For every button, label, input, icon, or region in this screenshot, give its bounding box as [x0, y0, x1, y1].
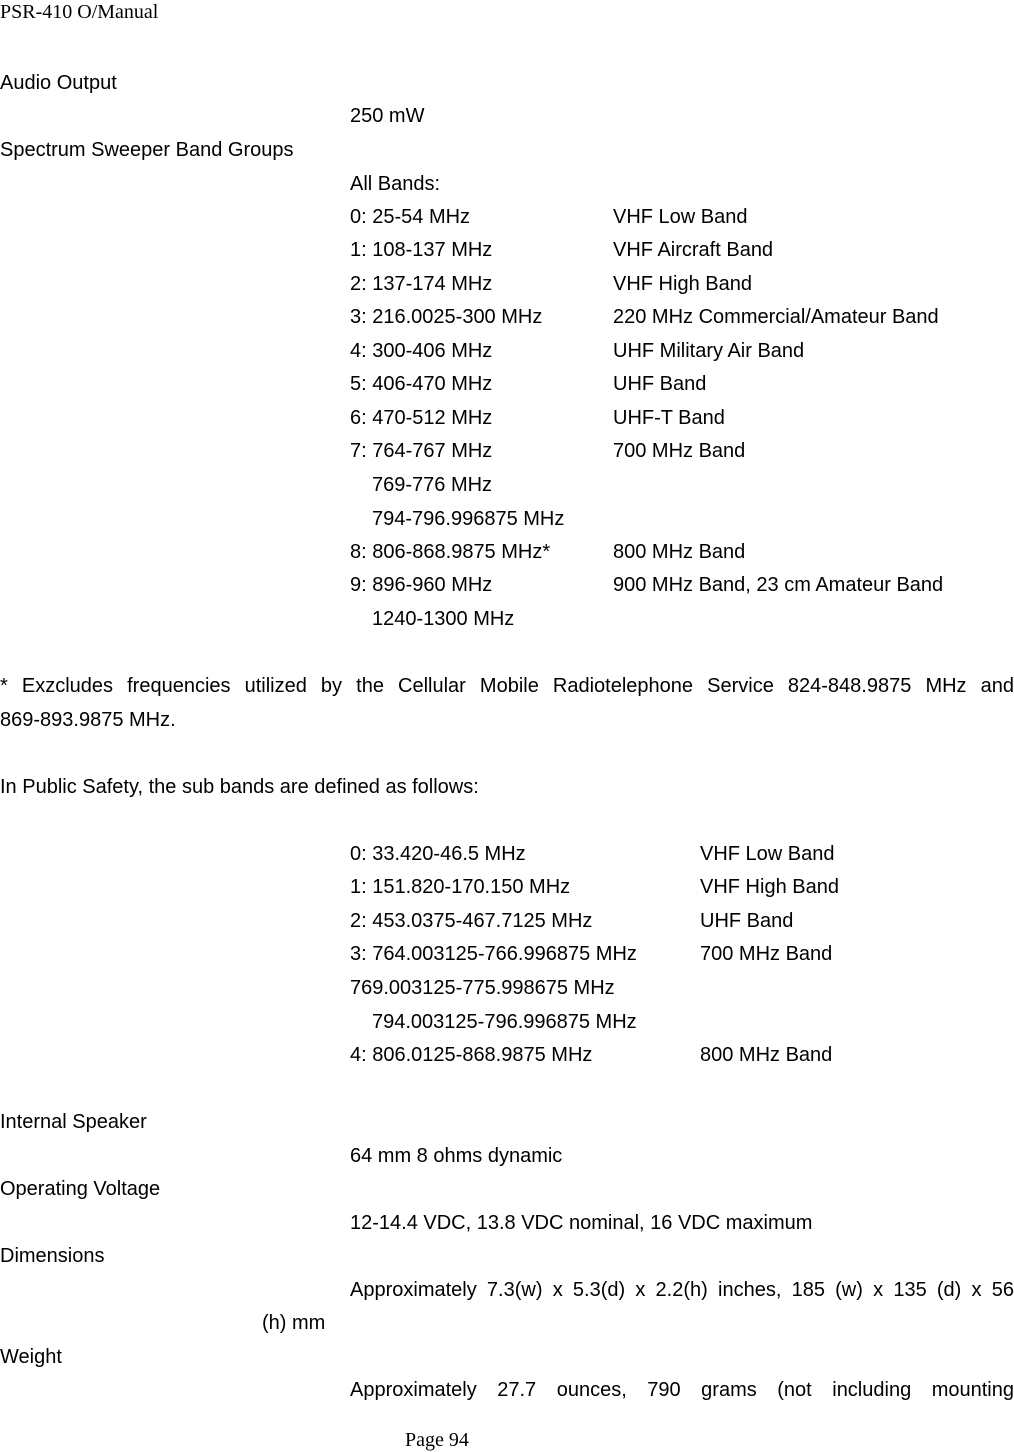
audio-output-value: 250 mW — [350, 105, 425, 127]
weight-label: Weight — [0, 1346, 62, 1368]
sweeper-range-continued: 769-776 MHz — [372, 474, 493, 496]
sweeper-range: 9: 896-960 MHz — [350, 574, 493, 596]
ps-range: 0: 33.420-46.5 MHz — [350, 843, 526, 865]
ps-range: 4: 806.0125-868.9875 MHz — [350, 1044, 593, 1066]
sweeper-band-name: 800 MHz Band — [613, 541, 746, 563]
sweeper-band-name: 900 MHz Band, 23 cm Amateur Band — [613, 574, 944, 596]
sweeper-band-name: VHF High Band — [613, 273, 752, 295]
sweeper-band-name: VHF Low Band — [613, 206, 748, 228]
audio-output-label: Audio Output — [0, 72, 117, 94]
dimensions-label: Dimensions — [0, 1245, 105, 1267]
ps-band-name: 700 MHz Band — [700, 943, 833, 965]
sweeper-range-continued: 1240-1300 MHz — [372, 608, 515, 630]
sweeper-range: 0: 25-54 MHz — [350, 206, 471, 228]
sweeper-band-name: VHF Aircraft Band — [613, 239, 774, 261]
sweeper-all-bands: All Bands: — [350, 173, 441, 195]
operating-voltage-value: 12-14.4 VDC, 13.8 VDC nominal, 16 VDC maximum — [350, 1212, 813, 1234]
footnote-line-2: 869-893.9875 MHz. — [0, 709, 176, 731]
operating-voltage-label: Operating Voltage — [0, 1178, 161, 1200]
dimensions-value-line-1: Approximately 7.3(w) x 5.3(d) x 2.2(h) inches, 185 (w) x 135 (d) x 56 — [350, 1279, 1014, 1301]
weight-value-line-1: Approximately 27.7 ounces, 790 grams (not including mounting — [350, 1379, 1014, 1401]
sweeper-range: 4: 300-406 MHz — [350, 340, 493, 362]
sweeper-range: 6: 470-512 MHz — [350, 407, 493, 429]
ps-range-continued: 794.003125-796.996875 MHz — [372, 1011, 637, 1033]
sweeper-band-name: UHF Military Air Band — [613, 340, 805, 362]
sweeper-range: 1: 108-137 MHz — [350, 239, 493, 261]
sweeper-range: 2: 137-174 MHz — [350, 273, 493, 295]
internal-speaker-label: Internal Speaker — [0, 1111, 147, 1133]
dimensions-value-line-2: (h) mm — [262, 1312, 326, 1334]
sweeper-band-name: UHF-T Band — [613, 407, 725, 429]
sweeper-range: 8: 806-868.9875 MHz* — [350, 541, 551, 563]
ps-band-name: VHF High Band — [700, 876, 839, 898]
page-header-title: PSR-410 O/Manual — [0, 1, 159, 23]
ps-range: 1: 151.820-170.150 MHz — [350, 876, 571, 898]
page-number: Page 94 — [405, 1429, 469, 1451]
sweeper-range: 7: 764-767 MHz — [350, 440, 493, 462]
sweeper-range: 3: 216.0025-300 MHz — [350, 306, 543, 328]
sweeper-range-continued: 794-796.996875 MHz — [372, 508, 565, 530]
sweeper-label: Spectrum Sweeper Band Groups — [0, 139, 294, 161]
ps-band-name: UHF Band — [700, 910, 794, 932]
sweeper-band-name: UHF Band — [613, 373, 707, 395]
sweeper-band-name: 220 MHz Commercial/Amateur Band — [613, 306, 939, 328]
ps-band-name: 800 MHz Band — [700, 1044, 833, 1066]
sweeper-range: 5: 406-470 MHz — [350, 373, 493, 395]
footnote-line-1: * Exzcludes frequencies utilized by the Cellular Mobile Radiotelephone Service 824-848.9875 MHz and — [0, 675, 1014, 697]
internal-speaker-value: 64 mm 8 ohms dynamic — [350, 1145, 563, 1167]
ps-range: 2: 453.0375-467.7125 MHz — [350, 910, 593, 932]
sweeper-band-name: 700 MHz Band — [613, 440, 746, 462]
ps-band-name: VHF Low Band — [700, 843, 835, 865]
public-safety-intro: In Public Safety, the sub bands are defined as follows: — [0, 776, 479, 798]
ps-range: 3: 764.003125-766.996875 MHz — [350, 943, 637, 965]
ps-range-continued: 769.003125-775.998675 MHz — [350, 977, 615, 999]
